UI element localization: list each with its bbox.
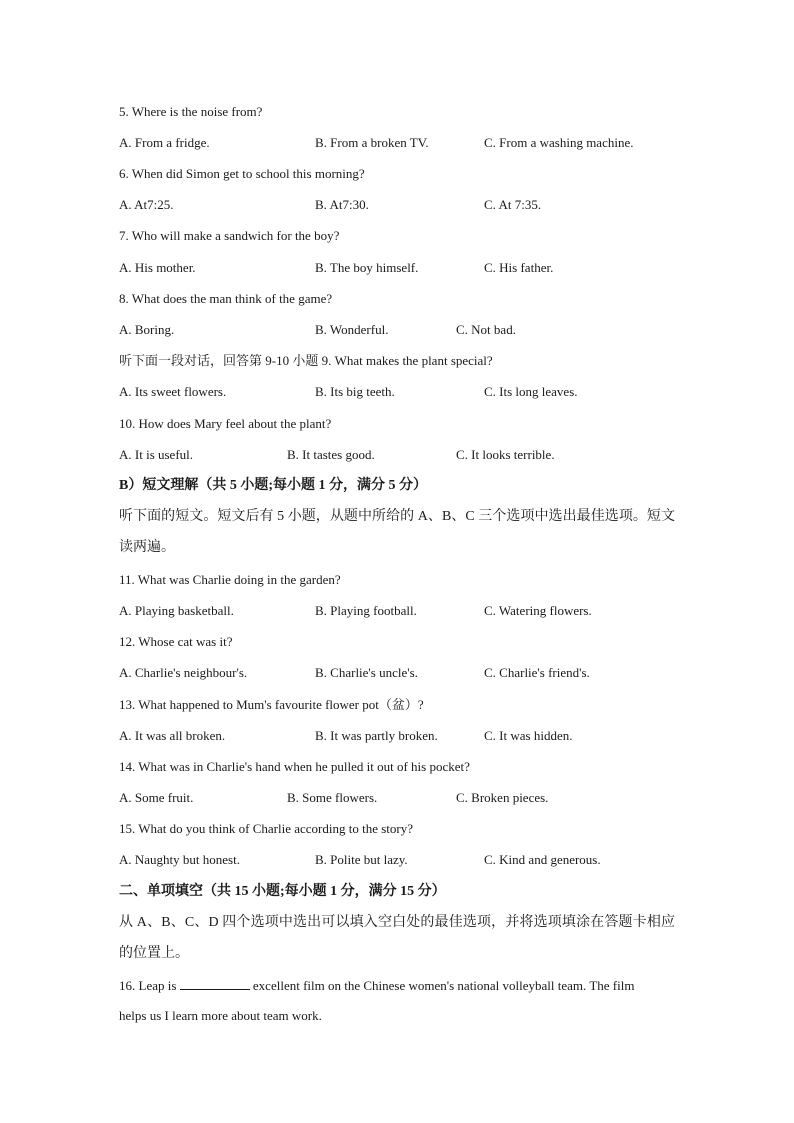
question-16-line2: helps us I learn more about team work. bbox=[119, 1008, 322, 1023]
option-15b: B. Polite but lazy. bbox=[315, 852, 408, 867]
answer-blank bbox=[180, 977, 250, 990]
option-9c: C. Its long leaves. bbox=[484, 384, 578, 399]
section-2-instruction-line2: 的位置上。 bbox=[119, 946, 189, 961]
question-8: 8. What does the man think of the game? bbox=[119, 291, 333, 306]
option-13b: B. It was partly broken. bbox=[315, 728, 438, 743]
option-12b: B. Charlie's uncle's. bbox=[315, 665, 418, 680]
section-2-instruction-line1: 从 A、B、C、D 四个选项中选出可以填入空白处的最佳选项，并将选项填涂在答题卡相应 bbox=[119, 915, 675, 930]
option-11a: A. Playing basketball. bbox=[119, 603, 234, 618]
option-5a: A. From a fridge. bbox=[119, 135, 210, 150]
question-15: 15. What do you think of Charlie according to the story? bbox=[119, 821, 413, 836]
option-6a: A. At7:25. bbox=[119, 197, 174, 212]
option-10c: C. It looks terrible. bbox=[456, 447, 555, 462]
option-6b: B. At7:30. bbox=[315, 197, 369, 212]
question-16-rest: excellent film on the Chinese women's national volleyball team. The film bbox=[252, 978, 635, 993]
question-6: 6. When did Simon get to school this morning? bbox=[119, 166, 365, 181]
option-9a: A. Its sweet flowers. bbox=[119, 384, 227, 399]
option-11b: B. Playing football. bbox=[315, 603, 417, 618]
question-12: 12. Whose cat was it? bbox=[119, 634, 233, 649]
option-5b: B. From a broken TV. bbox=[315, 135, 429, 150]
option-10b: B. It tastes good. bbox=[287, 447, 375, 462]
section-b-instruction-line2: 读两遍。 bbox=[119, 540, 175, 555]
option-8a: A. Boring. bbox=[119, 322, 175, 337]
option-13c: C. It was hidden. bbox=[484, 728, 573, 743]
question-13: 13. What happened to Mum's favourite flower pot（盆）? bbox=[119, 697, 424, 712]
option-15c: C. Kind and generous. bbox=[484, 852, 601, 867]
option-7b: B. The boy himself. bbox=[315, 260, 419, 275]
option-14c: C. Broken pieces. bbox=[456, 790, 549, 805]
option-7a: A. His mother. bbox=[119, 260, 196, 275]
question-16-line1 bbox=[119, 977, 675, 994]
option-9b: B. Its big teeth. bbox=[315, 384, 395, 399]
option-11c: C. Watering flowers. bbox=[484, 603, 592, 618]
question-5: 5. Where is the noise from? bbox=[119, 104, 263, 119]
option-14a: A. Some fruit. bbox=[119, 790, 194, 805]
section-b-title: B）短文理解（共 5 小题;每小题 1 分，满分 5 分） bbox=[119, 478, 427, 493]
section-2-title: 二、单项填空（共 15 小题;每小题 1 分，满分 15 分） bbox=[119, 884, 446, 899]
question-14: 14. What was in Charlie's hand when he pulled it out of his pocket? bbox=[119, 759, 470, 774]
option-8b: B. Wonderful. bbox=[315, 322, 389, 337]
question-10: 10. How does Mary feel about the plant? bbox=[119, 416, 332, 431]
option-14b: B. Some flowers. bbox=[287, 790, 378, 805]
option-6c: C. At 7:35. bbox=[484, 197, 542, 212]
option-5c: C. From a washing machine. bbox=[484, 135, 634, 150]
option-15a: A. Naughty but honest. bbox=[119, 852, 240, 867]
option-12c: C. Charlie's friend's. bbox=[484, 665, 590, 680]
option-8c: C. Not bad. bbox=[456, 322, 516, 337]
option-10a: A. It is useful. bbox=[119, 447, 194, 462]
option-7c: C. His father. bbox=[484, 260, 554, 275]
section-b-instruction-line1: 听下面的短文。短文后有 5 小题，从题中所给的 A、B、C 三个选项中选出最佳选项。短文 bbox=[119, 509, 675, 524]
option-12a: A. Charlie's neighbour's. bbox=[119, 665, 248, 680]
question-9: 听下面一段对话，回答第 9-10 小题 9. What makes the plant special? bbox=[119, 353, 493, 368]
question-11: 11. What was Charlie doing in the garden? bbox=[119, 572, 341, 587]
option-13a: A. It was all broken. bbox=[119, 728, 226, 743]
question-7: 7. Who will make a sandwich for the boy? bbox=[119, 228, 340, 243]
question-16-start: 16. Leap is bbox=[119, 978, 177, 993]
